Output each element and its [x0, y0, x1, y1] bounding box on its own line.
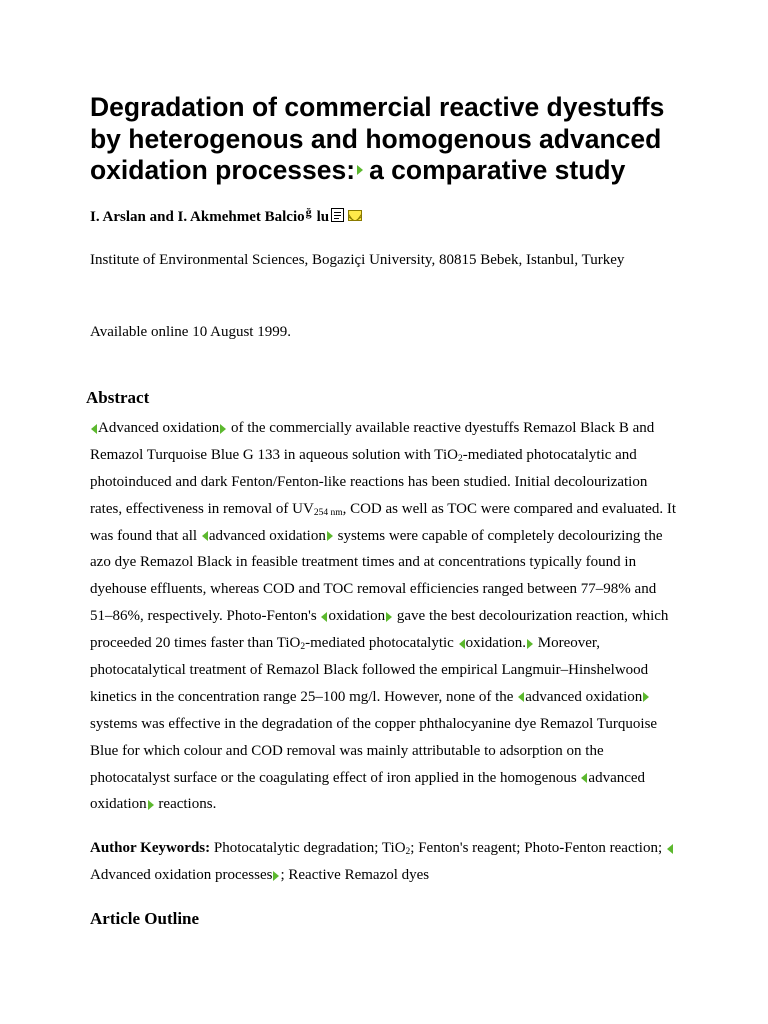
abstract-line	[90, 523, 690, 550]
abstract-text-run: systems were capable of completely decolourizing the	[333, 527, 663, 544]
abstract-line	[90, 496, 690, 523]
abstract-text-run: rates, effectiveness in removal of UV	[90, 500, 314, 517]
abstract-line: photoinduced and dark Fenton/Fenton-like reactions has been studied. Initial decolourization	[90, 473, 648, 490]
highlight-marker-icon	[527, 639, 533, 649]
abstract-line: dyehouse effluents, whereas COD and TOC removal efficiencies ranged between 77–98% and	[90, 581, 657, 598]
abstract-text-run: 51–86%, respectively. Photo-Fenton's	[90, 608, 321, 625]
highlight-marker-icon	[148, 800, 154, 810]
highlight-marker-icon	[518, 692, 524, 702]
highlight-marker-icon	[459, 639, 465, 649]
subscript: 2	[300, 642, 306, 653]
author-names-end: lu	[316, 209, 330, 225]
abstract-line	[90, 684, 690, 711]
highlight-marker-icon	[643, 692, 649, 702]
highlight-marker-icon	[667, 844, 673, 854]
abstract-line	[90, 630, 690, 657]
title-line: Degradation of commercial reactive dyestuffs	[90, 92, 665, 122]
article-title	[90, 92, 690, 187]
keywords-text-run: ; Reactive Remazol dyes	[280, 867, 430, 883]
note-icon[interactable]	[331, 208, 344, 222]
abstract-line	[90, 765, 690, 792]
title-line-part: oxidation processes:	[90, 155, 356, 185]
abstract-text-run: gave the best decolourization reaction, which	[393, 608, 669, 625]
highlighted-term: oxidation	[328, 608, 386, 625]
highlighted-term: advanced	[588, 769, 646, 786]
highlight-marker-icon	[91, 424, 97, 434]
author-names: I. Arslan and I. Akmehmet Balcio	[90, 209, 305, 225]
abstract-line	[90, 603, 690, 630]
highlight-marker-icon	[273, 871, 279, 881]
abstract-line: Blue for which colour and COD removal was mainly attributable to adsorption on the	[90, 742, 604, 759]
article-outline-heading: Article Outline	[90, 909, 200, 928]
abstract-line: azo dye Remazol Black in feasible treatment times and at concentrations typically found in	[90, 554, 637, 571]
highlighted-term: advanced oxidation	[208, 527, 326, 544]
abstract-text-run: , COD as well as TOC were compared and evaluated. It	[342, 500, 677, 517]
abstract-text-run: photocatalyst surface or the coagulating effect of iron applied in the homogenous	[90, 769, 581, 786]
author-affiliation: Institute of Environmental Sciences, Bogaziçi University, 80815 Bebek, Istanbul, Turkey	[90, 252, 625, 268]
abstract-heading: Abstract	[86, 388, 150, 407]
highlighted-term: Advanced oxidation processes	[90, 867, 273, 883]
highlighted-term: oxidation.	[465, 635, 526, 652]
abstract-text-run: Moreover,	[534, 635, 601, 652]
subscript: 2	[405, 847, 411, 857]
abstract-text-run: -mediated photocatalytic and	[462, 446, 637, 463]
abstract-text	[90, 415, 690, 818]
highlighted-term: Advanced oxidation	[98, 420, 220, 436]
subscript: 2	[457, 453, 463, 464]
highlight-marker-icon	[220, 424, 226, 434]
author-keywords	[90, 835, 690, 889]
abstract-text-run: of the commercially available reactive dyestuffs Remazol Black B and	[227, 420, 655, 436]
title-line-part: a comparative study	[369, 155, 626, 185]
abstract-text-run: kinetics in the concentration range 25–100 mg/l. However, none of the	[90, 688, 518, 705]
title-line	[90, 155, 690, 187]
abstract-text-run: Remazol Turquoise Blue G 133 in aqueous solution with TiO	[90, 446, 458, 463]
highlight-marker-icon	[202, 531, 208, 541]
keywords-line	[90, 835, 690, 862]
abstract-line	[90, 442, 690, 469]
highlight-marker-icon	[581, 773, 587, 783]
subscript: 254 nm	[313, 507, 343, 518]
highlight-marker-icon	[386, 612, 392, 622]
keywords-line	[90, 862, 690, 889]
abstract-line: systems was effective in the degradation of the copper phthalocyanine dye Remazol Turquoise	[90, 715, 658, 732]
author-diacritic: ğ	[305, 205, 312, 219]
highlight-marker-icon	[327, 531, 333, 541]
abstract-line	[90, 791, 690, 818]
available-online-date: Available online 10 August 1999.	[90, 324, 291, 340]
abstract-text-run: -mediated photocatalytic	[305, 635, 458, 652]
highlight-marker-icon	[357, 165, 363, 175]
highlighted-term: advanced oxidation	[525, 688, 643, 705]
keywords-text-run: ; Fenton's reagent; Photo-Fenton reaction;	[410, 840, 666, 856]
author-list	[90, 207, 362, 226]
abstract-line	[90, 415, 690, 442]
envelope-icon[interactable]	[348, 210, 362, 221]
abstract-text-run: proceeded 20 times faster than TiO	[90, 635, 301, 652]
keywords-text-run: Photocatalytic degradation; TiO	[210, 840, 406, 856]
abstract-text-run: reactions.	[154, 796, 217, 813]
highlighted-term: oxidation	[90, 796, 147, 813]
title-line: by heterogenous and homogenous advanced	[90, 123, 662, 154]
abstract-line: photocatalytical treatment of Remazol Black followed the empirical Langmuir–Hinshelwood	[90, 662, 649, 679]
abstract-text-run: was found that all	[90, 527, 201, 544]
keywords-label: Author Keywords:	[90, 840, 211, 856]
highlight-marker-icon	[321, 612, 327, 622]
